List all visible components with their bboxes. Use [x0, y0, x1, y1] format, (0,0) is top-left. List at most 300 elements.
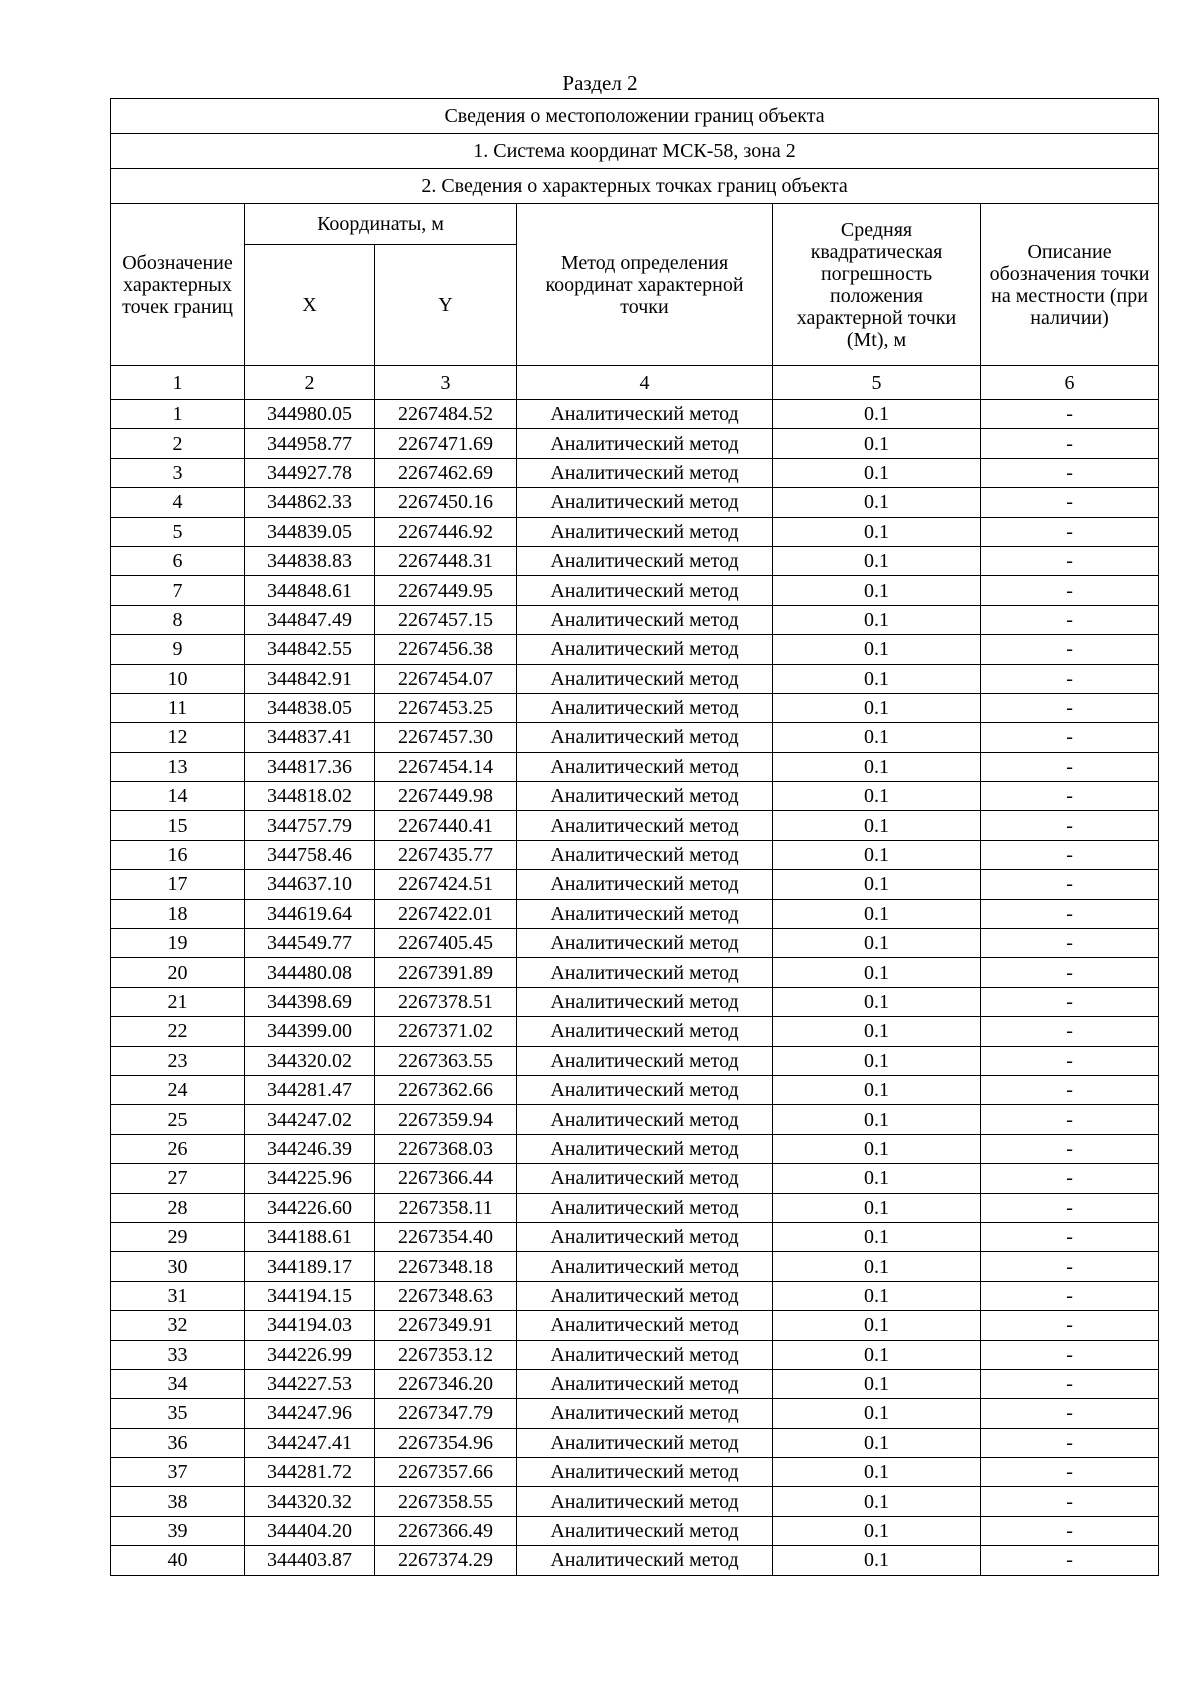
table-title-row	[111, 99, 1159, 134]
column-number: 6	[981, 366, 1159, 400]
table-row	[111, 605, 1159, 634]
error-mt: 0.1	[773, 517, 981, 546]
table-row	[111, 958, 1159, 987]
method: Аналитический метод	[517, 1487, 773, 1516]
column-number: 1	[111, 366, 245, 400]
coord-y: 2267363.55	[375, 1046, 517, 1075]
header-designation: Обозначение характерных точек границ	[111, 204, 245, 366]
coord-x: 344842.91	[245, 664, 375, 693]
point-description: -	[981, 1487, 1159, 1516]
coord-y: 2267405.45	[375, 929, 517, 958]
coord-x: 344226.99	[245, 1340, 375, 1369]
coord-x: 344839.05	[245, 517, 375, 546]
error-mt: 0.1	[773, 899, 981, 928]
point-description: -	[981, 488, 1159, 517]
method: Аналитический метод	[517, 1311, 773, 1340]
error-mt: 0.1	[773, 693, 981, 722]
method: Аналитический метод	[517, 782, 773, 811]
point-number: 8	[111, 605, 245, 634]
point-number: 40	[111, 1546, 245, 1575]
table-row	[111, 664, 1159, 693]
point-number: 19	[111, 929, 245, 958]
method: Аналитический метод	[517, 811, 773, 840]
point-description: -	[981, 576, 1159, 605]
point-description: -	[981, 1399, 1159, 1428]
table-row	[111, 458, 1159, 487]
coord-y: 2267366.49	[375, 1516, 517, 1545]
coord-x: 344847.49	[245, 605, 375, 634]
coord-y: 2267457.30	[375, 723, 517, 752]
table-row	[111, 576, 1159, 605]
table-title: Сведения о местоположении границ объекта	[111, 99, 1159, 134]
point-description: -	[981, 458, 1159, 487]
method: Аналитический метод	[517, 1164, 773, 1193]
method: Аналитический метод	[517, 517, 773, 546]
coord-x: 344281.72	[245, 1458, 375, 1487]
header-coordinates: Координаты, м	[245, 204, 517, 245]
error-mt: 0.1	[773, 782, 981, 811]
coord-x: 344189.17	[245, 1252, 375, 1281]
coord-y: 2267471.69	[375, 429, 517, 458]
point-number: 9	[111, 635, 245, 664]
point-description: -	[981, 1222, 1159, 1251]
coord-x: 344842.55	[245, 635, 375, 664]
method: Аналитический метод	[517, 1046, 773, 1075]
coord-y: 2267449.95	[375, 576, 517, 605]
point-description: -	[981, 1369, 1159, 1398]
error-mt: 0.1	[773, 1546, 981, 1575]
point-description: -	[981, 1017, 1159, 1046]
coord-x: 344848.61	[245, 576, 375, 605]
table-row	[111, 1252, 1159, 1281]
point-number: 2	[111, 429, 245, 458]
method: Аналитический метод	[517, 488, 773, 517]
error-mt: 0.1	[773, 1369, 981, 1398]
coord-y: 2267346.20	[375, 1369, 517, 1398]
header-error: Средняя квадратическая погрешность положения характерной точки (Mt), м	[773, 204, 981, 366]
error-mt: 0.1	[773, 400, 981, 429]
coord-x: 344619.64	[245, 899, 375, 928]
coord-x: 344320.32	[245, 1487, 375, 1516]
coord-x: 344320.02	[245, 1046, 375, 1075]
method: Аналитический метод	[517, 1075, 773, 1104]
point-description: -	[981, 1281, 1159, 1310]
table-body	[111, 99, 1159, 1576]
error-mt: 0.1	[773, 458, 981, 487]
table-row	[111, 517, 1159, 546]
point-number: 23	[111, 1046, 245, 1075]
column-number: 3	[375, 366, 517, 400]
point-number: 6	[111, 546, 245, 575]
error-mt: 0.1	[773, 1075, 981, 1104]
error-mt: 0.1	[773, 1281, 981, 1310]
column-numbers-row	[111, 366, 1159, 400]
table-row	[111, 1017, 1159, 1046]
coord-y: 2267368.03	[375, 1134, 517, 1163]
point-description: -	[981, 635, 1159, 664]
point-number: 25	[111, 1105, 245, 1134]
coord-y: 2267391.89	[375, 958, 517, 987]
table-row	[111, 1516, 1159, 1545]
coord-x: 344404.20	[245, 1516, 375, 1545]
table-row	[111, 1369, 1159, 1398]
method: Аналитический метод	[517, 870, 773, 899]
coord-x: 344817.36	[245, 752, 375, 781]
coord-y: 2267453.25	[375, 693, 517, 722]
header-x: X	[245, 245, 375, 366]
table-row	[111, 488, 1159, 517]
method: Аналитический метод	[517, 1281, 773, 1310]
coord-x: 344281.47	[245, 1075, 375, 1104]
coord-y: 2267374.29	[375, 1546, 517, 1575]
coord-x: 344838.83	[245, 546, 375, 575]
table-row	[111, 1105, 1159, 1134]
point-number: 7	[111, 576, 245, 605]
error-mt: 0.1	[773, 929, 981, 958]
coord-x: 344549.77	[245, 929, 375, 958]
coord-x: 344958.77	[245, 429, 375, 458]
method: Аналитический метод	[517, 458, 773, 487]
method: Аналитический метод	[517, 929, 773, 958]
error-mt: 0.1	[773, 1193, 981, 1222]
method: Аналитический метод	[517, 1428, 773, 1457]
point-description: -	[981, 429, 1159, 458]
error-mt: 0.1	[773, 1340, 981, 1369]
error-mt: 0.1	[773, 840, 981, 869]
point-number: 3	[111, 458, 245, 487]
error-mt: 0.1	[773, 635, 981, 664]
table-row	[111, 429, 1159, 458]
coord-y: 2267358.55	[375, 1487, 517, 1516]
method: Аналитический метод	[517, 723, 773, 752]
coord-x: 344247.02	[245, 1105, 375, 1134]
point-description: -	[981, 752, 1159, 781]
error-mt: 0.1	[773, 576, 981, 605]
table-row	[111, 752, 1159, 781]
coord-x: 344927.78	[245, 458, 375, 487]
coord-x: 344227.53	[245, 1369, 375, 1398]
coord-x: 344226.60	[245, 1193, 375, 1222]
error-mt: 0.1	[773, 1134, 981, 1163]
point-description: -	[981, 723, 1159, 752]
table-row	[111, 1134, 1159, 1163]
coord-y: 2267424.51	[375, 870, 517, 899]
coord-y: 2267347.79	[375, 1399, 517, 1428]
point-number: 30	[111, 1252, 245, 1281]
point-description: -	[981, 400, 1159, 429]
point-description: -	[981, 1546, 1159, 1575]
point-number: 39	[111, 1516, 245, 1545]
coord-x: 344188.61	[245, 1222, 375, 1251]
error-mt: 0.1	[773, 1164, 981, 1193]
point-description: -	[981, 693, 1159, 722]
point-number: 22	[111, 1017, 245, 1046]
method: Аналитический метод	[517, 1399, 773, 1428]
method: Аналитический метод	[517, 1134, 773, 1163]
table-row	[111, 693, 1159, 722]
point-number: 33	[111, 1340, 245, 1369]
point-number: 12	[111, 723, 245, 752]
method: Аналитический метод	[517, 1252, 773, 1281]
points-section-row	[111, 169, 1159, 204]
point-description: -	[981, 1046, 1159, 1075]
point-description: -	[981, 1105, 1159, 1134]
method: Аналитический метод	[517, 752, 773, 781]
coord-y: 2267454.07	[375, 664, 517, 693]
coord-y: 2267454.14	[375, 752, 517, 781]
point-number: 28	[111, 1193, 245, 1222]
coord-y: 2267484.52	[375, 400, 517, 429]
table-row	[111, 1046, 1159, 1075]
table-row	[111, 1399, 1159, 1428]
point-description: -	[981, 1164, 1159, 1193]
error-mt: 0.1	[773, 429, 981, 458]
error-mt: 0.1	[773, 723, 981, 752]
point-number: 10	[111, 664, 245, 693]
method: Аналитический метод	[517, 429, 773, 458]
error-mt: 0.1	[773, 1046, 981, 1075]
method: Аналитический метод	[517, 1516, 773, 1545]
error-mt: 0.1	[773, 870, 981, 899]
error-mt: 0.1	[773, 1222, 981, 1251]
method: Аналитический метод	[517, 1193, 773, 1222]
coord-x: 344758.46	[245, 840, 375, 869]
point-description: -	[981, 517, 1159, 546]
coord-y: 2267446.92	[375, 517, 517, 546]
error-mt: 0.1	[773, 1399, 981, 1428]
error-mt: 0.1	[773, 1428, 981, 1457]
table-row	[111, 782, 1159, 811]
column-number: 5	[773, 366, 981, 400]
error-mt: 0.1	[773, 1458, 981, 1487]
table-row	[111, 1428, 1159, 1457]
table-row	[111, 840, 1159, 869]
point-number: 15	[111, 811, 245, 840]
method: Аналитический метод	[517, 1222, 773, 1251]
header-description: Описание обозначения точки на местности (при наличии)	[981, 204, 1159, 366]
table-row	[111, 1487, 1159, 1516]
points-section-title: 2. Сведения о характерных точках границ объекта	[111, 169, 1159, 204]
coord-y: 2267357.66	[375, 1458, 517, 1487]
coord-x: 344194.03	[245, 1311, 375, 1340]
point-number: 38	[111, 1487, 245, 1516]
table-row	[111, 400, 1159, 429]
method: Аналитический метод	[517, 987, 773, 1016]
method: Аналитический метод	[517, 400, 773, 429]
method: Аналитический метод	[517, 1458, 773, 1487]
coord-x: 344757.79	[245, 811, 375, 840]
method: Аналитический метод	[517, 693, 773, 722]
error-mt: 0.1	[773, 811, 981, 840]
error-mt: 0.1	[773, 664, 981, 693]
point-number: 4	[111, 488, 245, 517]
method: Аналитический метод	[517, 1105, 773, 1134]
coord-x: 344194.15	[245, 1281, 375, 1310]
point-description: -	[981, 987, 1159, 1016]
coord-x: 344838.05	[245, 693, 375, 722]
error-mt: 0.1	[773, 1311, 981, 1340]
coordinate-system: 1. Система координат МСК-58, зона 2	[111, 134, 1159, 169]
point-number: 13	[111, 752, 245, 781]
point-description: -	[981, 1134, 1159, 1163]
point-description: -	[981, 1428, 1159, 1457]
coord-y: 2267457.15	[375, 605, 517, 634]
error-mt: 0.1	[773, 546, 981, 575]
method: Аналитический метод	[517, 576, 773, 605]
coord-x: 344399.00	[245, 1017, 375, 1046]
point-description: -	[981, 1516, 1159, 1545]
coord-y: 2267349.91	[375, 1311, 517, 1340]
coord-x: 344480.08	[245, 958, 375, 987]
table-row	[111, 899, 1159, 928]
error-mt: 0.1	[773, 488, 981, 517]
point-number: 16	[111, 840, 245, 869]
table-row	[111, 987, 1159, 1016]
table-row	[111, 635, 1159, 664]
coord-x: 344862.33	[245, 488, 375, 517]
method: Аналитический метод	[517, 1546, 773, 1575]
coord-y: 2267422.01	[375, 899, 517, 928]
point-description: -	[981, 782, 1159, 811]
point-description: -	[981, 1193, 1159, 1222]
coord-x: 344980.05	[245, 400, 375, 429]
method: Аналитический метод	[517, 958, 773, 987]
coord-y: 2267348.18	[375, 1252, 517, 1281]
method: Аналитический метод	[517, 605, 773, 634]
table-row	[111, 870, 1159, 899]
error-mt: 0.1	[773, 958, 981, 987]
point-description: -	[981, 1075, 1159, 1104]
column-number: 2	[245, 366, 375, 400]
point-number: 24	[111, 1075, 245, 1104]
point-number: 27	[111, 1164, 245, 1193]
coord-y: 2267448.31	[375, 546, 517, 575]
table-row	[111, 1311, 1159, 1340]
error-mt: 0.1	[773, 1516, 981, 1545]
coord-x: 344837.41	[245, 723, 375, 752]
table-row	[111, 1164, 1159, 1193]
point-description: -	[981, 870, 1159, 899]
coord-x: 344398.69	[245, 987, 375, 1016]
table-row	[111, 546, 1159, 575]
error-mt: 0.1	[773, 752, 981, 781]
point-number: 29	[111, 1222, 245, 1251]
error-mt: 0.1	[773, 1105, 981, 1134]
table-row	[111, 1546, 1159, 1575]
coord-x: 344225.96	[245, 1164, 375, 1193]
error-mt: 0.1	[773, 1017, 981, 1046]
coord-y: 2267362.66	[375, 1075, 517, 1104]
method: Аналитический метод	[517, 635, 773, 664]
header-row-1	[111, 204, 1159, 245]
table-row	[111, 929, 1159, 958]
coord-y: 2267353.12	[375, 1340, 517, 1369]
method: Аналитический метод	[517, 664, 773, 693]
coord-y: 2267462.69	[375, 458, 517, 487]
table-row	[111, 1193, 1159, 1222]
point-description: -	[981, 1458, 1159, 1487]
table-row	[111, 1458, 1159, 1487]
method: Аналитический метод	[517, 546, 773, 575]
point-number: 1	[111, 400, 245, 429]
point-description: -	[981, 958, 1159, 987]
coord-y: 2267359.94	[375, 1105, 517, 1134]
point-number: 32	[111, 1311, 245, 1340]
table-row	[111, 1340, 1159, 1369]
column-number: 4	[517, 366, 773, 400]
point-number: 11	[111, 693, 245, 722]
point-number: 14	[111, 782, 245, 811]
coord-y: 2267378.51	[375, 987, 517, 1016]
coord-x: 344247.96	[245, 1399, 375, 1428]
header-y: Y	[375, 245, 517, 366]
coord-y: 2267348.63	[375, 1281, 517, 1310]
method: Аналитический метод	[517, 840, 773, 869]
point-number: 34	[111, 1369, 245, 1398]
coordinate-system-row	[111, 134, 1159, 169]
point-number: 21	[111, 987, 245, 1016]
boundary-points-table	[110, 98, 1159, 1576]
table-row	[111, 811, 1159, 840]
point-description: -	[981, 899, 1159, 928]
coord-y: 2267371.02	[375, 1017, 517, 1046]
coord-y: 2267450.16	[375, 488, 517, 517]
error-mt: 0.1	[773, 1487, 981, 1516]
method: Аналитический метод	[517, 1369, 773, 1398]
point-number: 5	[111, 517, 245, 546]
point-number: 35	[111, 1399, 245, 1428]
point-description: -	[981, 929, 1159, 958]
coord-x: 344247.41	[245, 1428, 375, 1457]
coord-x: 344637.10	[245, 870, 375, 899]
coord-y: 2267440.41	[375, 811, 517, 840]
header-method: Метод определения координат характерной точки	[517, 204, 773, 366]
coord-y: 2267358.11	[375, 1193, 517, 1222]
point-number: 36	[111, 1428, 245, 1457]
point-description: -	[981, 605, 1159, 634]
coord-x: 344246.39	[245, 1134, 375, 1163]
point-number: 37	[111, 1458, 245, 1487]
point-number: 18	[111, 899, 245, 928]
error-mt: 0.1	[773, 987, 981, 1016]
coord-y: 2267449.98	[375, 782, 517, 811]
table-row	[111, 723, 1159, 752]
coord-y: 2267435.77	[375, 840, 517, 869]
point-description: -	[981, 1311, 1159, 1340]
coord-y: 2267456.38	[375, 635, 517, 664]
error-mt: 0.1	[773, 605, 981, 634]
point-description: -	[981, 1252, 1159, 1281]
error-mt: 0.1	[773, 1252, 981, 1281]
point-number: 20	[111, 958, 245, 987]
coord-y: 2267354.96	[375, 1428, 517, 1457]
coord-x: 344403.87	[245, 1546, 375, 1575]
method: Аналитический метод	[517, 899, 773, 928]
coord-y: 2267366.44	[375, 1164, 517, 1193]
section-title: Раздел 2	[562, 71, 638, 95]
point-description: -	[981, 664, 1159, 693]
point-description: -	[981, 840, 1159, 869]
point-description: -	[981, 1340, 1159, 1369]
coord-x: 344818.02	[245, 782, 375, 811]
table-row	[111, 1222, 1159, 1251]
point-description: -	[981, 811, 1159, 840]
method: Аналитический метод	[517, 1340, 773, 1369]
point-number: 26	[111, 1134, 245, 1163]
point-number: 17	[111, 870, 245, 899]
point-number: 31	[111, 1281, 245, 1310]
table-row	[111, 1281, 1159, 1310]
